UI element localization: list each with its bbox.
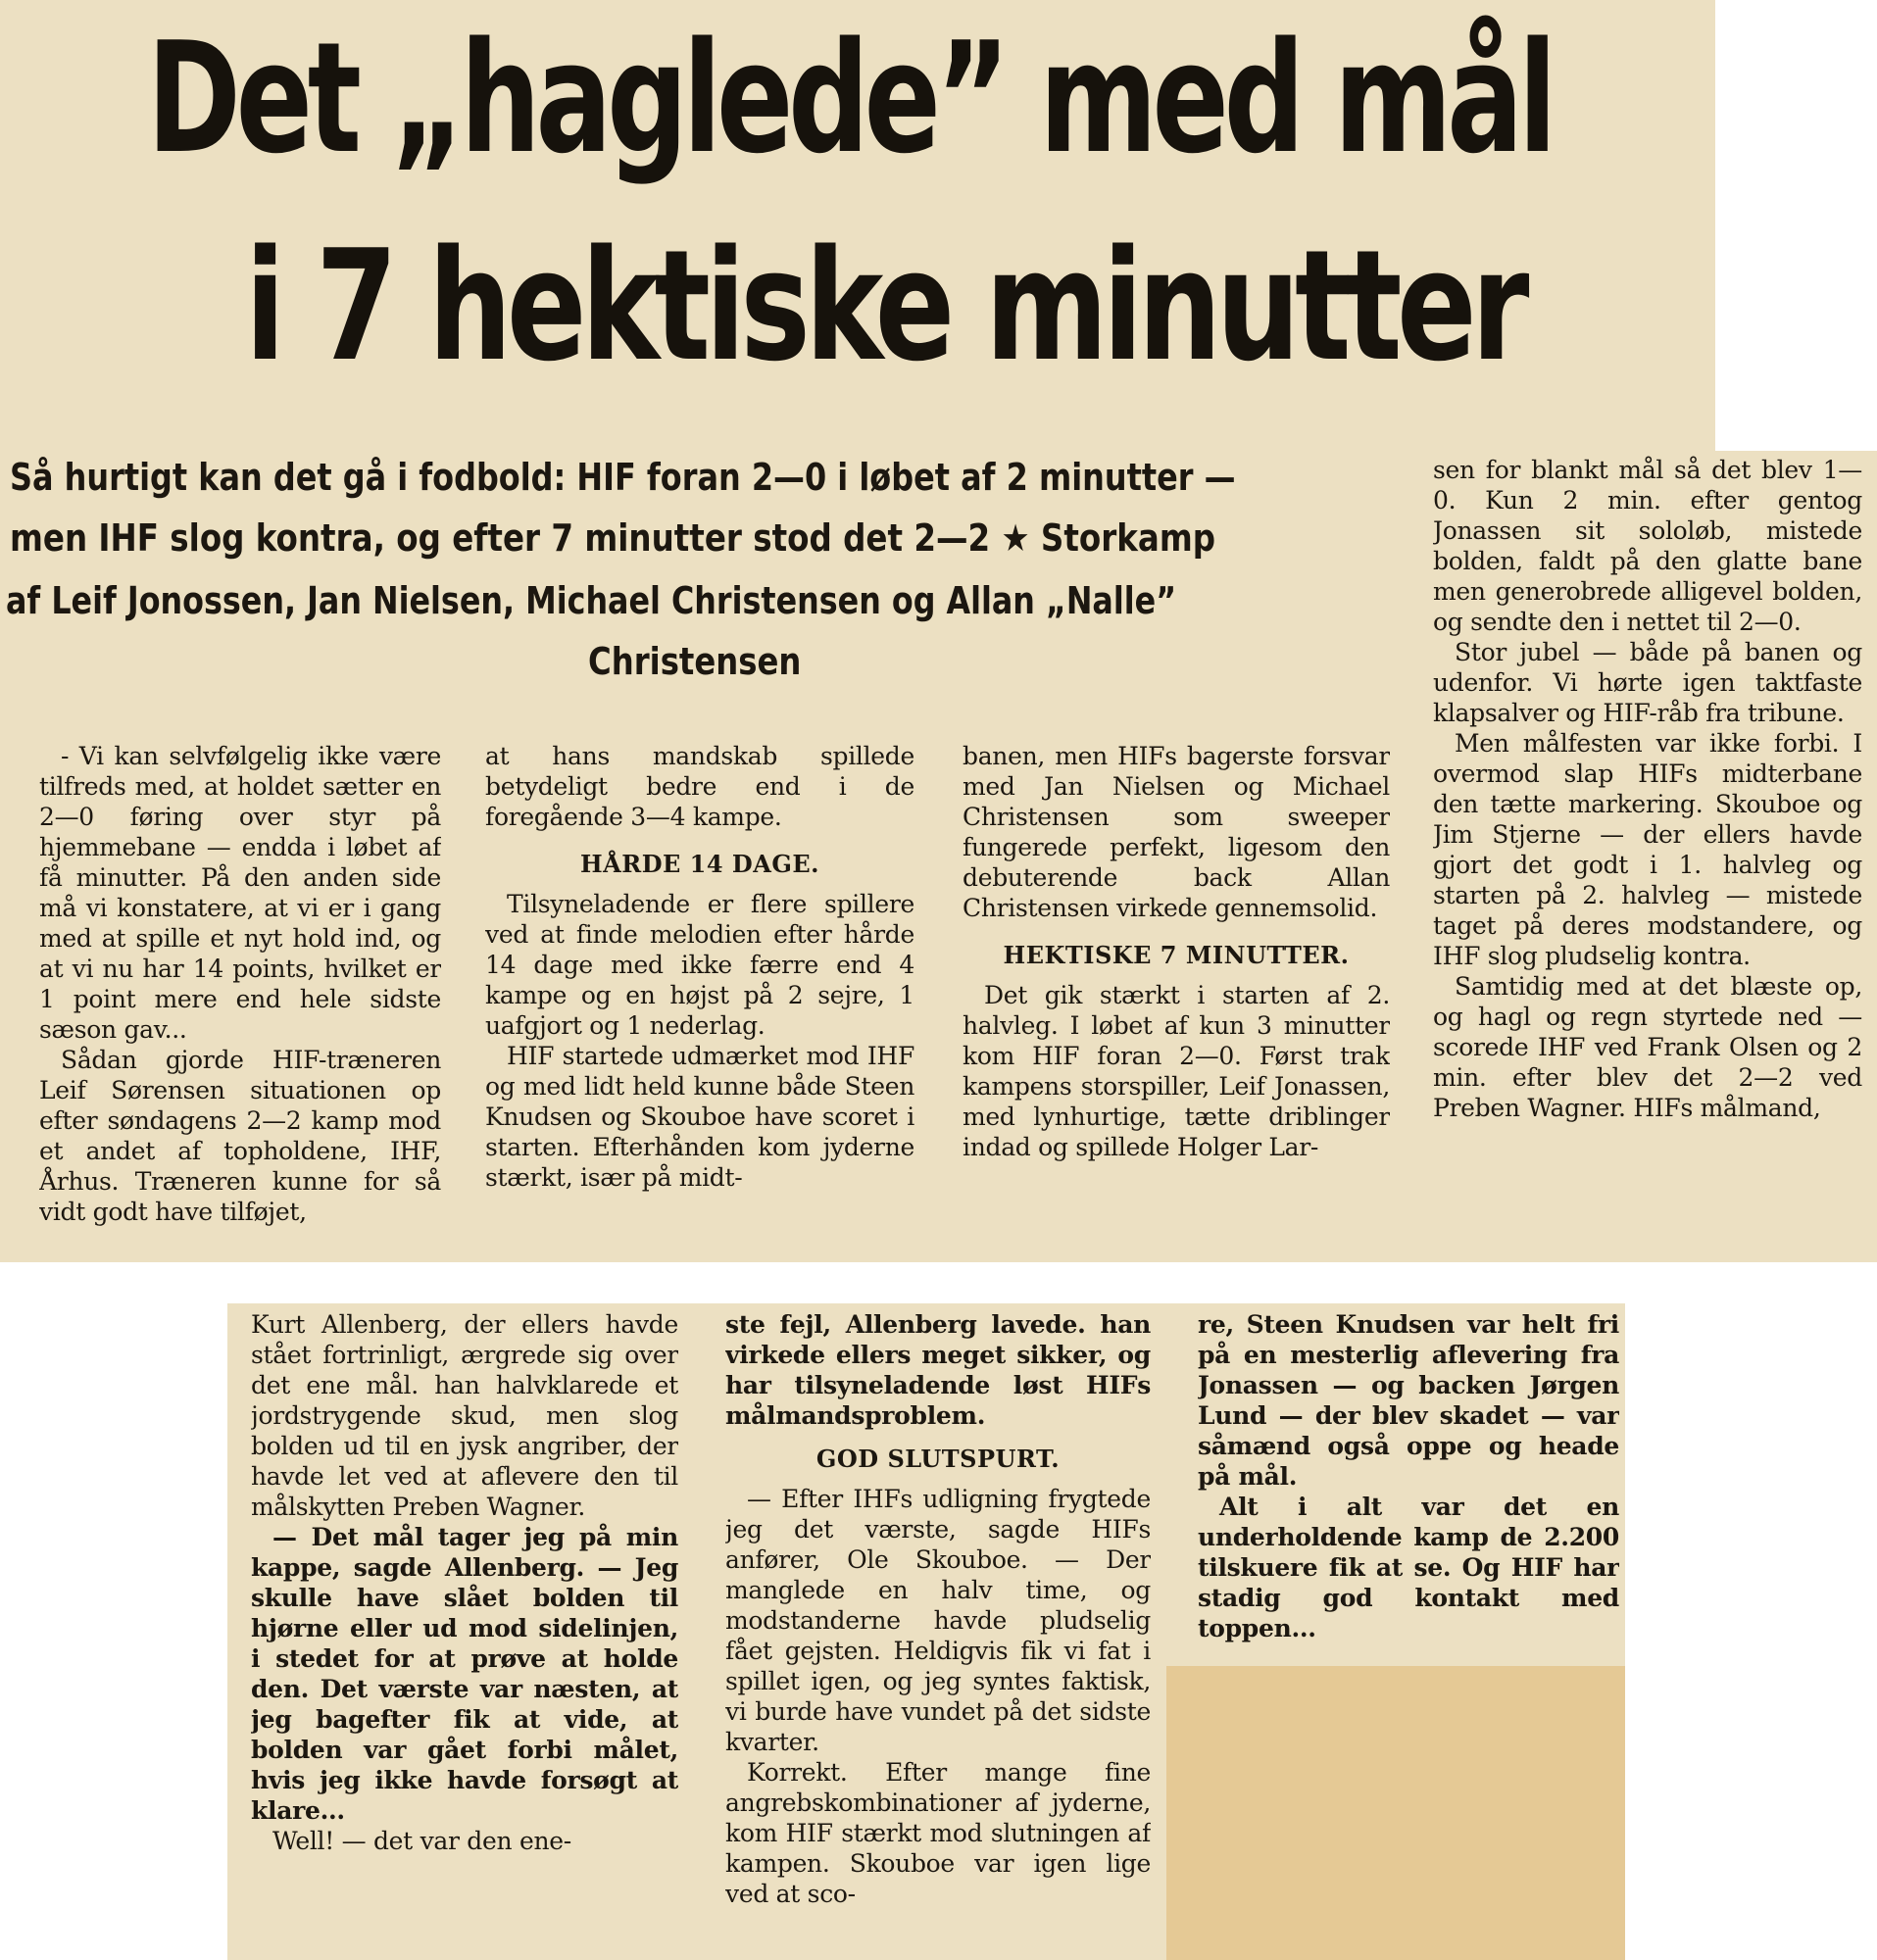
subheadline-line-2: men IHF slog kontra, og efter 7 minutter stod det 2—2 ★ Storkamp — [10, 516, 1216, 560]
article-paragraph: HIF startede udmærket mod IHF og med lidt held kunne både Steen Knudsen og Skouboe have scoret i starten. Efterhånden kom jyderne stærkt, især på midt- — [485, 1042, 914, 1192]
article-paragraph: Tilsyneladende er flere spillere ved at finde melodien efter hårde 14 dage med ikke færre end 4 kampe og en højst på 2 sejre, 1 uafgjort og 1 nederlag. — [485, 890, 914, 1040]
subheadline-line-4: Christensen — [588, 640, 802, 683]
article-quote: — Det mål tager jeg på min kappe, sagde Allenberg. — Jeg skulle have slået bolden til hjørne eller ud mod sidelinjen, i stedet for at prøve at holde den. Det værste var næsten, at jeg bagefter fik at vide, at bolden var gået forbi målet, hvis jeg ikke havde forsøgt at klare... — [251, 1523, 678, 1825]
headline-line-2: i 7 hektiske minutter — [245, 217, 1525, 395]
article-paragraph: Samtidig med at det blæste op, og hagl og regn styrtede ned — scorede IHF ved Frank Olsen og 2 min. efter blev det 2—2 ved Preben Wagner. HIFs målmand, — [1433, 972, 1862, 1122]
article-column-2 — [485, 741, 914, 1260]
article-column-3 — [963, 741, 1390, 1260]
article-paragraph: — Efter IHFs udligning frygtede jeg det værste, sagde HIFs anfører, Ole Skouboe. — Der manglede en halv time, og modstanderne havde pludselig fået gejsten. Heldigvis fik vi fat i spillet igen, og jeg syntes faktisk, vi burde have vundet på det sidste kvarter. — [725, 1485, 1151, 1756]
section-heading-god-slutspurt: GOD SLUTSPURT. — [815, 1445, 1061, 1473]
article-paragraph: Alt i alt var det en underholdende kamp de 2.200 tilskuere fik at se. Og HIF har stadig god kontakt med toppen... — [1198, 1493, 1619, 1642]
article-column-6 — [725, 1309, 1151, 1960]
headline-line-1: Det „haglede” med mål — [147, 9, 1553, 187]
article-paragraph: sen for blankt mål så det blev 1—0. Kun 2 min. efter gentog Jonassen sit sololøb, mistede bolden, faldt på den glatte bane men generobrede alligevel bolden, og sendte den i nettet til 2—0. — [1433, 456, 1862, 636]
article-paragraph: Kurt Allenberg, der ellers havde stået fortrinligt, ærgrede sig over det ene mål. han halvklarede et jordstrygende skud, men slog bolden ud til en jysk angriber, der havde let ved at aflevere den til målskytten Preben Wagner. — [251, 1310, 678, 1521]
paper-stain — [1166, 1666, 1625, 1960]
article-column-1 — [39, 741, 441, 1260]
article-paragraph: Sådan gjorde HIF-træneren Leif Sørensen situationen op efter søndagens 2—2 kamp mod et andet af topholdene, IHF, Århus. Træneren kunne for så vidt godt have tilføjet, — [39, 1046, 441, 1226]
article-paragraph: Well! — det var den ene- — [272, 1827, 571, 1855]
article-paragraph: Stor jubel — både på banen og udenfor. Vi hørte igen taktfaste klapsalver og HIF-råb fra tribune. — [1433, 638, 1862, 727]
article-column-5 — [251, 1309, 678, 1960]
article-column-7 — [1198, 1309, 1619, 1682]
section-heading-hektiske-7-minutter: HEKTISKE 7 MINUTTER. — [1003, 941, 1350, 969]
article-paragraph: banen, men HIFs bagerste forsvar med Jan Nielsen og Michael Christensen som sweeper fungerede perfekt, ligesom den debuterende back Allan Christensen virkede gennemsolid. — [963, 742, 1390, 922]
subheadline-line-3: af Leif Jonossen, Jan Nielsen, Michael Christensen og Allan „Nalle” — [6, 579, 1177, 622]
article-paragraph: re, Steen Knudsen var helt fri på en mesterlig aflevering fra Jonassen — og backen Jørgen Lund — der blev skadet — var såmænd også oppe og heade på mål. — [1198, 1310, 1619, 1491]
article-paragraph: Det gik stærkt i starten af 2. halvleg. I løbet af kun 3 minutter kom HIF foran 2—0. Først trak kampens storspiller, Leif Jonassen, med lynhurtige, tætte driblinger indad og spillede Holger Lar- — [963, 981, 1390, 1161]
article-paragraph: at hans mandskab spillede betydeligt bedre end i de foregående 3—4 kampe. — [485, 742, 914, 831]
article-column-4 — [1433, 455, 1862, 1260]
section-heading-haarde-14-dage: HÅRDE 14 DAGE. — [579, 850, 820, 878]
subheadline-line-1: Så hurtigt kan det gå i fodbold: HIF foran 2—0 i løbet af 2 minutter — — [10, 456, 1236, 499]
article-paragraph: ste fejl, Allenberg lavede. han virkede ellers meget sikker, og har tilsyneladende løst HIFs målmandsproblem. — [725, 1310, 1151, 1430]
article-paragraph: - Vi kan selvfølgelig ikke være tilfreds med, at holdet sætter en 2—0 føring over styr på hjemmebane — endda i løbet af få minutter. På den anden side må vi konstatere, at vi er i gang med at spille et nyt hold ind, og at vi nu har 14 points, hvilket er 1 point mere end hele sidste sæson gav... — [39, 742, 441, 1044]
article-paragraph: Men målfesten var ikke forbi. I overmod slap HIFs midterbane den tætte markering. Skouboe og Jim Stjerne — der ellers havde gjort det godt i 1. halvleg og starten på 2. halvleg — mistede taget på deres modstandere, og IHF slog pludselig kontra. — [1433, 729, 1862, 970]
article-paragraph: Korrekt. Efter mange fine angrebskombinationer af jyderne, kom HIF stærkt mod slutningen af kampen. Skouboe var igen lige ved at sco- — [725, 1758, 1151, 1908]
